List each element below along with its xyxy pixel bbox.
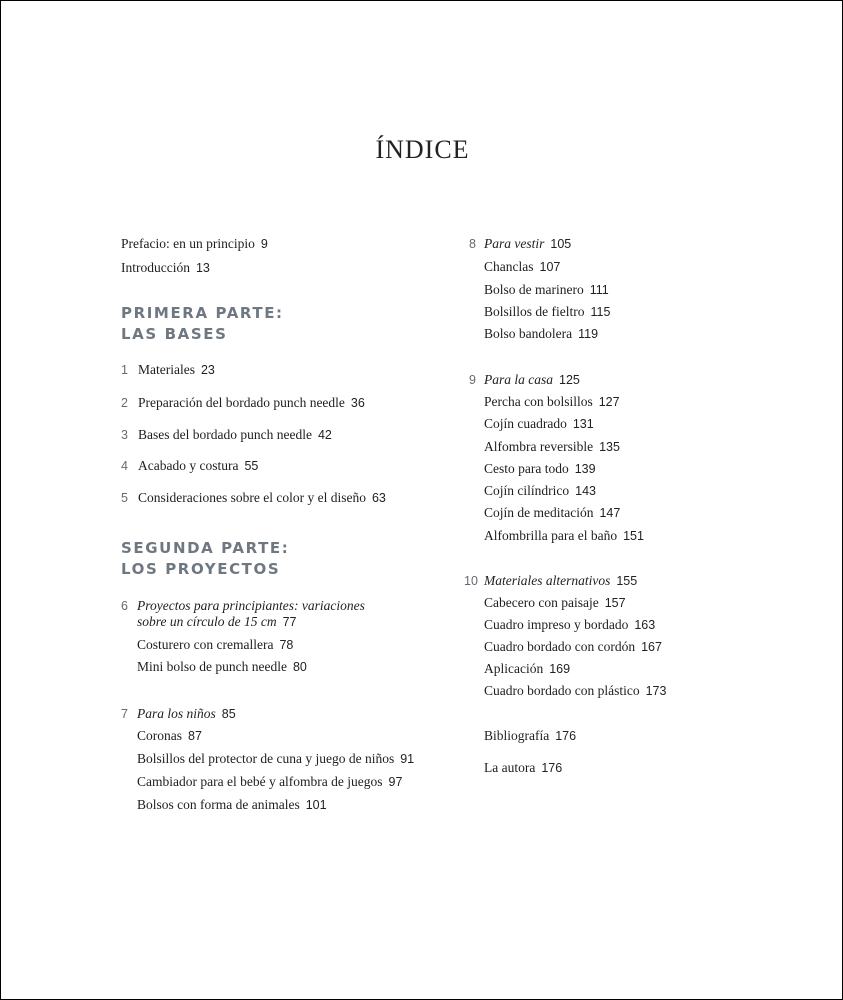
page-number: 23 xyxy=(200,363,215,377)
entry-title: Cojín cilíndrico xyxy=(484,483,570,498)
toc-entry[interactable] xyxy=(121,236,268,252)
toc-entry[interactable] xyxy=(464,573,638,589)
toc-entry[interactable] xyxy=(484,326,598,342)
toc-entry[interactable] xyxy=(484,282,609,298)
chapter-number: 2 xyxy=(121,396,128,410)
entry-title: Bolso bandolera xyxy=(484,326,573,341)
entry-title: Materiales xyxy=(138,362,195,377)
toc-entry[interactable] xyxy=(484,259,560,275)
chapter-number: 1 xyxy=(121,363,128,377)
page-number: 131 xyxy=(572,417,594,431)
toc-entry[interactable] xyxy=(121,395,365,411)
entry-title: Bolsillos del protector de cuna y juego de niños xyxy=(137,751,395,766)
page-number: 13 xyxy=(195,261,210,275)
toc-entry[interactable] xyxy=(484,617,655,633)
entry-title: Para la casa xyxy=(484,372,553,387)
entry-title: Preparación del bordado punch needle xyxy=(138,395,345,410)
toc-entry[interactable] xyxy=(121,706,236,722)
toc-entry[interactable] xyxy=(137,774,402,790)
toc-entry[interactable] xyxy=(484,483,596,499)
toc-entry[interactable] xyxy=(484,461,596,477)
page-number: 125 xyxy=(559,373,580,387)
toc-entry[interactable] xyxy=(137,614,297,630)
entry-title: Cambiador para el bebé y alfombra de juegos xyxy=(137,774,383,789)
toc-entry[interactable] xyxy=(469,236,572,252)
entry-title: Cuadro bordado con plástico xyxy=(484,683,640,698)
toc-entry[interactable] xyxy=(484,661,570,677)
chapter-number: 6 xyxy=(121,599,128,613)
entry-title: Acabado y costura xyxy=(138,458,239,473)
entry-title: Proyectos para principiantes: variaciones xyxy=(137,598,365,613)
page-number: 9 xyxy=(260,237,268,251)
entry-title: Cojín de meditación xyxy=(484,505,594,520)
chapter-number: 4 xyxy=(121,459,128,473)
page-number: 167 xyxy=(641,640,662,654)
toc-entry[interactable] xyxy=(484,728,576,744)
page-number: 77 xyxy=(282,615,297,629)
part-heading xyxy=(121,538,289,580)
page-number: 173 xyxy=(645,684,667,698)
entry-title: Chanclas xyxy=(484,259,534,274)
entry-title: Para los niños xyxy=(137,706,216,721)
entry-title: Alfombrilla para el baño xyxy=(484,528,618,543)
entry-title: Consideraciones sobre el color y el diseño xyxy=(138,490,366,505)
toc-entry[interactable] xyxy=(484,683,666,699)
toc-entry[interactable] xyxy=(121,598,365,614)
toc-entry[interactable] xyxy=(484,505,620,521)
page-number: 107 xyxy=(539,260,561,274)
part-heading xyxy=(121,303,284,345)
entry-title: Bolsillos de fieltro xyxy=(484,304,585,319)
page-number: 78 xyxy=(279,638,294,652)
chapter-number: 10 xyxy=(464,574,478,588)
toc-entry[interactable] xyxy=(121,427,332,443)
page-number: 143 xyxy=(575,484,596,498)
page-number: 147 xyxy=(599,506,621,520)
chapter-number: 7 xyxy=(121,707,128,721)
entry-title: Mini bolso de punch needle xyxy=(137,659,287,674)
entry-title: Para vestir xyxy=(484,236,545,251)
entry-title: sobre un círculo de 15 cm xyxy=(137,614,277,629)
entry-title: Alfombra reversible xyxy=(484,439,594,454)
entry-title: Costurero con cremallera xyxy=(137,637,274,652)
toc-entry[interactable] xyxy=(484,394,620,410)
toc-entry[interactable] xyxy=(137,751,414,767)
page-number: 55 xyxy=(244,459,259,473)
page-number: 157 xyxy=(604,596,626,610)
entry-title: Cuadro bordado con cordón xyxy=(484,639,636,654)
entry-title: Introducción xyxy=(121,260,190,275)
page-number: 87 xyxy=(188,729,202,743)
page-number: 111 xyxy=(589,283,609,297)
entry-title: Bolso de marinero xyxy=(484,282,584,297)
part-heading-line: LOS PROYECTOS xyxy=(121,560,281,578)
entry-title: Prefacio: en un principio xyxy=(121,236,255,251)
page-number: 127 xyxy=(598,395,620,409)
toc-entry[interactable] xyxy=(137,728,202,744)
entry-title: Cuadro impreso y bordado xyxy=(484,617,629,632)
page-number: 63 xyxy=(371,491,386,505)
toc-entry[interactable] xyxy=(137,637,293,653)
page-number: 115 xyxy=(590,305,611,319)
page-number: 151 xyxy=(623,529,644,543)
page-number: 42 xyxy=(317,428,332,442)
page-number: 176 xyxy=(541,761,563,775)
page-number: 91 xyxy=(400,752,415,766)
toc-entry[interactable] xyxy=(121,490,386,506)
toc-entry[interactable] xyxy=(484,304,610,320)
page-number: 139 xyxy=(574,462,596,476)
page-number: 105 xyxy=(550,237,572,251)
page-number: 135 xyxy=(599,440,620,454)
page-number: 80 xyxy=(292,660,307,674)
toc-entry[interactable] xyxy=(484,595,626,611)
entry-title: Bases del bordado punch needle xyxy=(138,427,312,442)
toc-entry[interactable] xyxy=(137,797,327,813)
page-number: 155 xyxy=(616,574,638,588)
page-number: 85 xyxy=(221,707,236,721)
entry-title: Bolsos con forma de animales xyxy=(137,797,300,812)
entry-title: Cabecero con paisaje xyxy=(484,595,599,610)
page-number: 119 xyxy=(578,327,599,341)
entry-title: Materiales alternativos xyxy=(484,573,611,588)
chapter-number: 5 xyxy=(121,491,128,505)
entry-title: Coronas xyxy=(137,728,182,743)
toc-entry[interactable] xyxy=(484,528,644,544)
toc-entry[interactable] xyxy=(121,362,215,378)
page-number: 101 xyxy=(305,798,327,812)
toc-entry[interactable] xyxy=(137,659,307,675)
page-number: 97 xyxy=(388,775,403,789)
toc-entry[interactable] xyxy=(484,639,662,655)
toc-entry[interactable] xyxy=(469,372,580,388)
part-heading-line: LAS BASES xyxy=(121,325,228,343)
page-number: 163 xyxy=(634,618,656,632)
entry-title: Bibliografía xyxy=(484,728,550,743)
page-number: 176 xyxy=(555,729,577,743)
toc-entry[interactable] xyxy=(484,439,620,455)
toc-entry[interactable] xyxy=(121,260,210,276)
toc-entry[interactable] xyxy=(484,760,562,776)
entry-title: La autora xyxy=(484,760,536,775)
entry-title: Aplicación xyxy=(484,661,544,676)
part-heading-line: SEGUNDA PARTE: xyxy=(121,539,290,557)
page-title: ÍNDICE xyxy=(375,135,470,164)
page-number: 36 xyxy=(350,396,365,410)
chapter-number: 3 xyxy=(121,428,128,442)
toc-entry[interactable] xyxy=(484,416,594,432)
part-heading-line: PRIMERA PARTE: xyxy=(121,304,284,322)
entry-title: Cojín cuadrado xyxy=(484,416,567,431)
entry-title: Cesto para todo xyxy=(484,461,569,476)
chapter-number: 8 xyxy=(469,237,476,251)
entry-title: Percha con bolsillos xyxy=(484,394,593,409)
toc-entry[interactable] xyxy=(121,458,259,474)
chapter-number: 9 xyxy=(469,373,476,387)
page-number: 169 xyxy=(549,662,571,676)
